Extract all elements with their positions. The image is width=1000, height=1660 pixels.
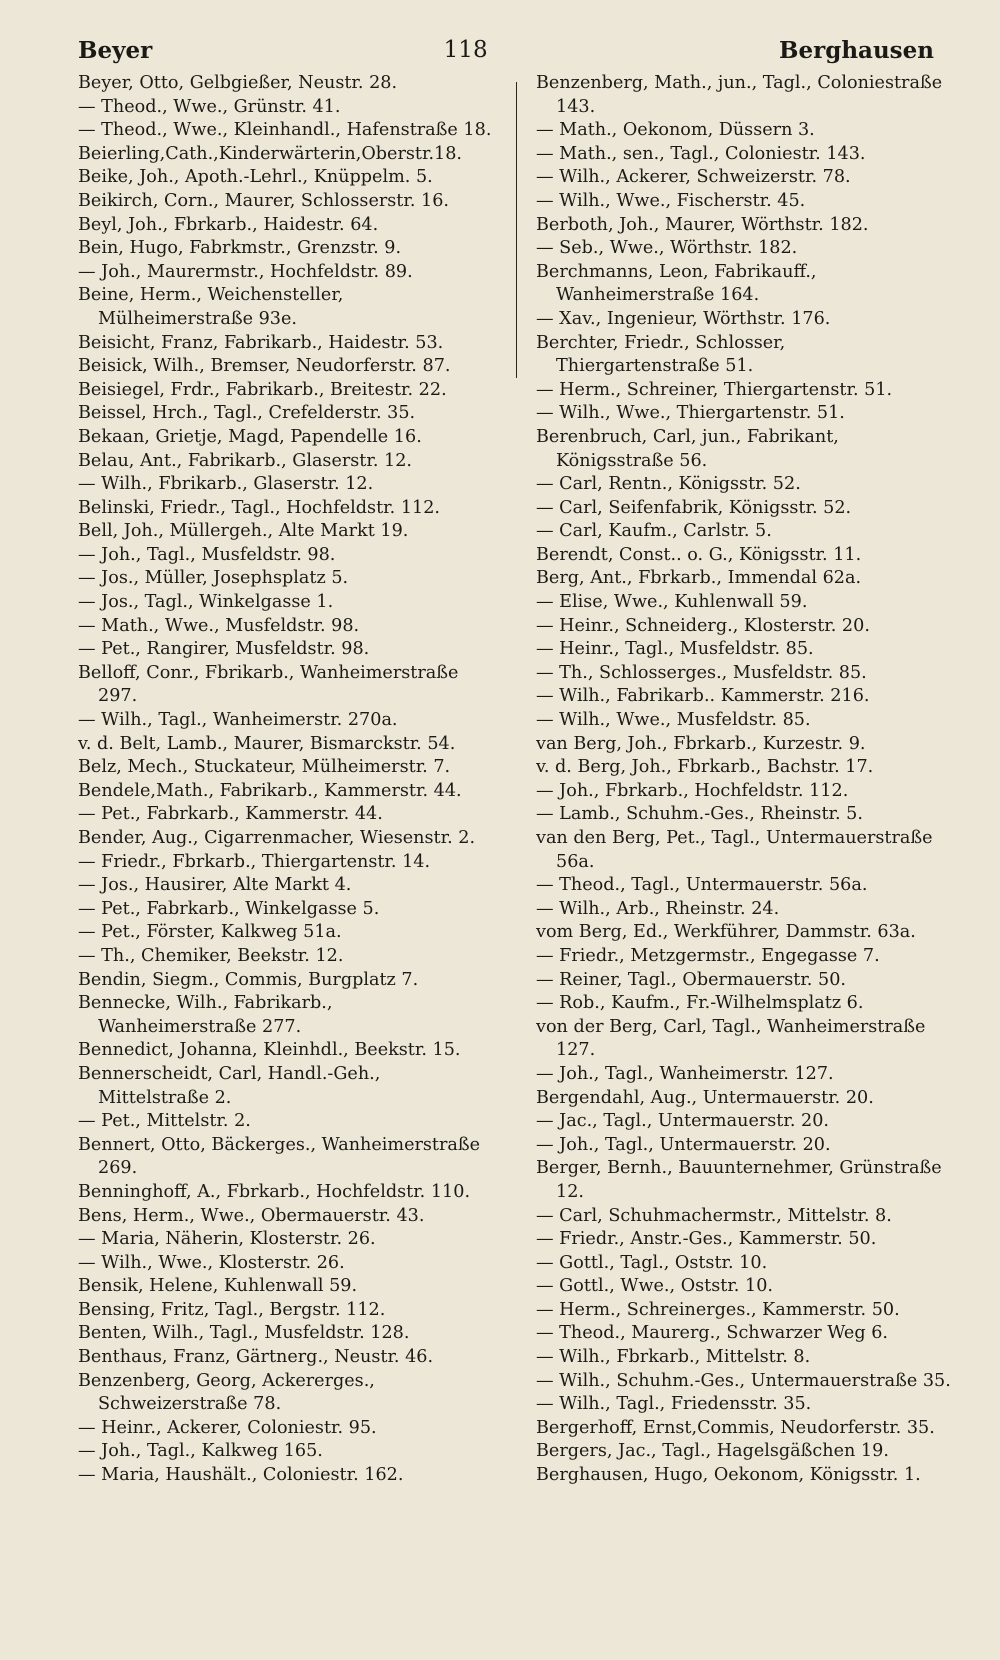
directory-entry: — Jos., Müller, Josephsplatz 5. [78, 568, 349, 589]
directory-entry: — Maria, Näherin, Klosterstr. 26. [78, 1229, 376, 1250]
directory-entry: Beikirch, Corn., Maurer, Schlosserstr. 16. [78, 190, 450, 211]
directory-entry: Belau, Ant., Fabrikarb., Glaserstr. 12. [78, 450, 413, 471]
directory-entry: Benzenberg, Georg, Ackererges., Schweizerstraße 78. [78, 1370, 375, 1415]
directory-entry: Bensik, Helene, Kuhlenwall 59. [78, 1276, 358, 1297]
directory-entry: — Seb., Wwe., Wörthstr. 182. [536, 238, 798, 259]
directory-entry: — Pet., Fabrkarb., Kammerstr. 44. [78, 804, 383, 825]
directory-entry: — Friedr., Anstr.-Ges., Kammerstr. 50. [536, 1229, 877, 1250]
directory-entry: — Math., Wwe., Musfeldstr. 98. [78, 615, 360, 636]
directory-entry: — Joh., Tagl., Musfeldstr. 98. [78, 544, 336, 565]
directory-entry: Bendin, Siegm., Commis, Burgplatz 7. [78, 969, 419, 990]
directory-entry: — Maria, Haushält., Coloniestr. 162. [78, 1465, 404, 1486]
directory-entry: Beisick, Wilh., Bremser, Neudorferstr. 87. [78, 356, 451, 377]
directory-entry: — Friedr., Metzgermstr., Engegasse 7. [536, 945, 880, 966]
directory-entry: van den Berg, Pet., Tagl., Untermauerstraße 56a. [536, 828, 933, 872]
directory-entry: — Wilh., Tagl., Wanheimerstr. 270a. [78, 710, 398, 731]
directory-entry: — Joh., Tagl., Kalkweg 165. [78, 1441, 323, 1462]
directory-entry: — Wilh., Fbrkarb., Mittelstr. 8. [536, 1347, 811, 1368]
directory-entry: vom Berg, Ed., Werkführer, Dammstr. 63a. [536, 922, 916, 943]
directory-entry: — Wilh., Fabrikarb.. Kammerstr. 216. [536, 686, 870, 707]
directory-entry: — Carl, Kaufm., Carlstr. 5. [536, 521, 772, 542]
directory-entry: — Lamb., Schuhm.-Ges., Rheinstr. 5. [536, 804, 863, 825]
directory-entry: Belz, Mech., Stuckateur, Mülheimerstr. 7. [78, 757, 451, 778]
directory-entry: — Wilh., Schuhm.-Ges., Untermauerstraße 35. [536, 1370, 951, 1391]
directory-entry: Bennedict, Johanna, Kleinhdl., Beekstr. 15. [78, 1040, 461, 1061]
column-divider [516, 82, 517, 378]
directory-entry: Belloff, Conr., Fbrikarb., Wanheimerstraße 297. [78, 662, 459, 707]
directory-entry: — Pet., Mittelstr. 2. [78, 1111, 251, 1132]
directory-entry: Bekaan, Grietje, Magd, Papendelle 16. [78, 426, 422, 447]
directory-entry: Bennert, Otto, Bäckerges., Wanheimerstraße 269. [78, 1134, 481, 1179]
directory-entry: — Carl, Rentn., Königsstr. 52. [536, 474, 801, 495]
directory-entry: — Heinr., Ackerer, Coloniestr. 95. [78, 1417, 377, 1438]
directory-entry: v. d. Belt, Lamb., Maurer, Bismarckstr. 54. [78, 733, 456, 754]
directory-entry: Bens, Herm., Wwe., Obermauerstr. 43. [78, 1205, 425, 1226]
directory-entry: — Pet., Förster, Kalkweg 51a. [78, 922, 342, 943]
directory-entry: — Joh., Tagl., Wanheimerstr. 127. [536, 1063, 834, 1084]
directory-entry: — Wilh., Fbrikarb., Glaserstr. 12. [78, 474, 374, 495]
left-column [78, 72, 496, 1488]
directory-entry: Bergendahl, Aug., Untermauerstr. 20. [536, 1087, 874, 1108]
directory-entry: Benthaus, Franz, Gärtnerg., Neustr. 46. [78, 1347, 434, 1368]
directory-entry: Beisiegel, Frdr., Fabrikarb., Breitestr. 22. [78, 379, 447, 400]
directory-entry: — Reiner, Tagl., Obermauerstr. 50. [536, 969, 846, 990]
directory-entry: Berghausen, Hugo, Oekonom, Königsstr. 1. [536, 1465, 921, 1486]
directory-entry: — Theod., Maurerg., Schwarzer Weg 6. [536, 1323, 888, 1344]
directory-entry: — Wilh., Tagl., Friedensstr. 35. [536, 1394, 812, 1415]
header-right-word: Berghausen [779, 36, 934, 64]
directory-entry: Berendt, Const.. o. G., Königsstr. 11. [536, 544, 862, 565]
directory-entry: — Gottl., Tagl., Oststr. 10. [536, 1252, 768, 1273]
directory-entry: Beisicht, Franz, Fabrikarb., Haidestr. 53. [78, 332, 444, 353]
directory-entry: Berenbruch, Carl, jun., Fabrikant, Königsstraße 56. [536, 426, 839, 471]
page-number: 118 [443, 37, 488, 63]
directory-entry: van Berg, Joh., Fbrkarb., Kurzestr. 9. [536, 733, 866, 754]
directory-entry: — Elise, Wwe., Kuhlenwall 59. [536, 592, 808, 613]
directory-entry: — Carl, Seifenfabrik, Königsstr. 52. [536, 497, 852, 518]
directory-entry: — Pet., Fabrkarb., Winkelgasse 5. [78, 898, 380, 919]
directory-entry: — Xav., Ingenieur, Wörthstr. 176. [536, 308, 831, 329]
directory-entry: — Herm., Schreinerges., Kammerstr. 50. [536, 1299, 900, 1320]
right-column [536, 72, 954, 1488]
directory-entry: — Theod., Wwe., Kleinhandl., Hafenstraße 18. [78, 120, 492, 141]
directory-entry: Bell, Joh., Müllergeh., Alte Markt 19. [78, 521, 409, 542]
directory-entry: — Wilh., Arb., Rheinstr. 24. [536, 898, 780, 919]
directory-entry: Benzenberg, Math., jun., Tagl., Coloniestraße 143. [536, 73, 943, 117]
directory-entry: — Th., Schlosserges., Musfeldstr. 85. [536, 662, 867, 683]
directory-entry: Bender, Aug., Cigarrenmacher, Wiesenstr. 2. [78, 828, 476, 848]
directory-entry: Beine, Herm., Weichensteller, Mülheimerstraße 93e. [78, 285, 344, 329]
directory-entry: Benten, Wilh., Tagl., Musfeldstr. 128. [78, 1323, 410, 1344]
directory-entry: Bein, Hugo, Fabrkmstr., Grenzstr. 9. [78, 238, 402, 259]
directory-entry: — Theod., Tagl., Untermauerstr. 56a. [536, 875, 868, 896]
directory-entry: — Gottl., Wwe., Oststr. 10. [536, 1276, 773, 1297]
header-left-word: Beyer [78, 36, 153, 64]
directory-entry: — Herm., Schreiner, Thiergartenstr. 51. [536, 379, 893, 400]
directory-entry: — Theod., Wwe., Grünstr. 41. [78, 96, 341, 117]
directory-entry: — Carl, Schuhmachermstr., Mittelstr. 8. [536, 1205, 892, 1226]
directory-entry: — Wilh., Wwe., Klosterstr. 26. [78, 1252, 345, 1273]
directory-entry: — Heinr., Tagl., Musfeldstr. 85. [536, 639, 814, 660]
directory-entry: Bergerhoff, Ernst,Commis, Neudorferstr. 35. [536, 1417, 935, 1438]
directory-entry: — Joh., Maurermstr., Hochfeldstr. 89. [78, 261, 413, 282]
directory-entry: — Pet., Rangirer, Musfeldstr. 98. [78, 639, 370, 660]
directory-entry: Beike, Joh., Apoth.-Lehrl., Knüppelm. 5. [78, 167, 433, 188]
directory-entry: Berchter, Friedr., Schlosser, Thiergartenstraße 51. [536, 332, 786, 377]
directory-entry: Bendele,Math., Fabrikarb., Kammerstr. 44. [78, 780, 462, 801]
directory-entry: Benninghoff, A., Fbrkarb., Hochfeldstr. 110. [78, 1181, 471, 1202]
directory-entry: Bennerscheidt, Carl, Handl.-Geh., Mittelstraße 2. [78, 1063, 381, 1108]
directory-entry: Bensing, Fritz, Tagl., Bergstr. 112. [78, 1299, 386, 1320]
directory-entry: v. d. Berg, Joh., Fbrkarb., Bachstr. 17. [536, 757, 874, 778]
directory-entry: — Th., Chemiker, Beekstr. 12. [78, 945, 344, 966]
directory-entry: — Friedr., Fbrkarb., Thiergartenstr. 14. [78, 851, 431, 872]
directory-entry: — Jos., Hausirer, Alte Markt 4. [78, 875, 352, 896]
directory-entry: Beyer, Otto, Gelbgießer, Neustr. 28. [78, 73, 398, 93]
directory-entry: — Heinr., Schneiderg., Klosterstr. 20. [536, 615, 870, 636]
directory-entry: — Math., Oekonom, Düssern 3. [536, 120, 815, 141]
directory-entry: — Wilh., Wwe., Musfeldstr. 85. [536, 710, 811, 731]
directory-entry: — Rob., Kaufm., Fr.-Wilhelmsplatz 6. [536, 993, 864, 1014]
directory-entry: — Wilh., Wwe., Fischerstr. 45. [536, 190, 806, 211]
directory-entry: Bennecke, Wilh., Fabrikarb., Wanheimerstraße 277. [78, 993, 333, 1037]
directory-entry: Berboth, Joh., Maurer, Wörthstr. 182. [536, 214, 869, 235]
directory-entry: Beierling,Cath.,Kinderwärterin,Oberstr.18. [78, 143, 463, 164]
directory-entry: — Jos., Tagl., Winkelgasse 1. [78, 592, 334, 613]
directory-entry: Beyl, Joh., Fbrkarb., Haidestr. 64. [78, 214, 379, 235]
page-header [78, 30, 934, 70]
directory-entry: von der Berg, Carl, Tagl., Wanheimerstraße 127. [536, 1016, 926, 1061]
directory-entry: Berg, Ant., Fbrkarb., Immendal 62a. [536, 568, 862, 589]
directory-entry: Beissel, Hrch., Tagl., Crefelderstr. 35. [78, 403, 416, 424]
directory-entry: — Wilh., Ackerer, Schweizerstr. 78. [536, 167, 851, 188]
directory-entry: — Wilh., Wwe., Thiergartenstr. 51. [536, 403, 845, 424]
directory-entry: Berchmanns, Leon, Fabrikauff., Wanheimerstraße 164. [536, 261, 817, 306]
directory-entry: — Joh., Tagl., Untermauerstr. 20. [536, 1134, 831, 1155]
directory-entry: Belinski, Friedr., Tagl., Hochfeldstr. 112. [78, 497, 440, 518]
directory-entry: Berger, Bernh., Bauunternehmer, Grünstraße 12. [536, 1158, 942, 1202]
directory-entry: — Math., sen., Tagl., Coloniestr. 143. [536, 143, 866, 164]
directory-entry: — Joh., Fbrkarb., Hochfeldstr. 112. [536, 780, 849, 801]
directory-entry: — Jac., Tagl., Untermauerstr. 20. [536, 1111, 830, 1132]
directory-entry: Bergers, Jac., Tagl., Hagelsgäßchen 19. [536, 1441, 889, 1462]
